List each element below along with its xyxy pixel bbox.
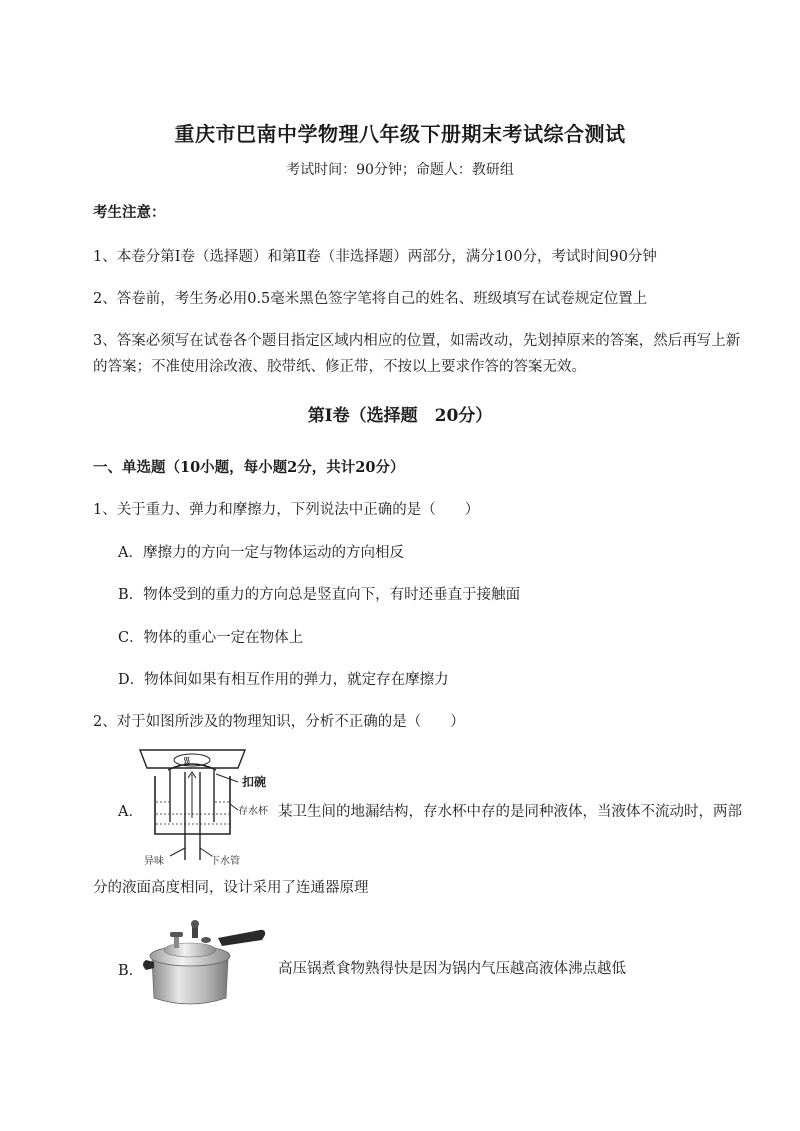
q1-option-c: C．物体的重心一定在物体上 [118, 630, 304, 646]
note-item-2: 2、答卷前，考生务必用0.5毫米黑色签字笔将自己的姓名、班级填写在试卷规定位置上 [93, 291, 648, 307]
q2-stem: 2、对于如图所涉及的物理知识，分析不正确的是（ ） [93, 714, 465, 730]
exam-title: 重庆市巴南中学物理八年级下册期末考试综合测试 [174, 122, 626, 146]
q2-option-a-label: A． [118, 804, 143, 820]
label-odor: 异味 [144, 856, 164, 867]
section-title: 第I卷（选择题 20分） [307, 406, 493, 426]
pressure-cooker-image [140, 918, 270, 1010]
q1-stem: 1、关于重力、弹力和摩擦力，下列说法中正确的是（ ） [93, 502, 480, 518]
q2-option-a-text: 某卫生间的地漏结构，存水杯中存的是同种液体，当液体不流动时，两部 [278, 804, 742, 820]
label-cup: 存水杯 [238, 806, 268, 817]
label-pipe: 下水管 [210, 856, 240, 867]
note-item-3: 3、答案必须写在试卷各个题目指定区域内相应的位置，如需改动，先划掉原来的答案，然后再写上新的答案；不准使用涂改液、胶带纸、修正带，不按以上要求作答的答案无效。 [93, 333, 741, 375]
q1-option-d: D．物体间如果有相互作用的弹力，就定存在摩擦力 [118, 672, 449, 688]
q2-option-b-text: 高压锅煮食物熟得快是因为锅内气压越高液体沸点越低 [278, 961, 626, 977]
label-bowl: 扣碗 [242, 775, 267, 789]
exam-subtitle: 考试时间：90分钟；命题人：教研组 [286, 162, 514, 178]
q2-option-b-label: B． [118, 963, 144, 979]
floor-drain-diagram [130, 748, 280, 868]
q1-option-a: A．摩擦力的方向一定与物体运动的方向相反 [118, 545, 404, 561]
q1-option-b: B．物体受到的重力的方向总是竖直向下，有时还垂直于接触面 [118, 587, 521, 603]
q2-option-a-continued: 分的液面高度相同，设计采用了连通器原理 [93, 880, 369, 896]
part-heading: 一、单选题（10小题，每小题2分，共计20分） [93, 459, 405, 476]
note-item-1: 1、本卷分第I卷（选择题）和第Ⅱ卷（非选择题）两部分，满分100分，考试时间90分钟 [93, 249, 657, 265]
notes-heading: 考生注意： [93, 204, 166, 221]
svg-text:᯾: ᯾ [183, 756, 191, 766]
